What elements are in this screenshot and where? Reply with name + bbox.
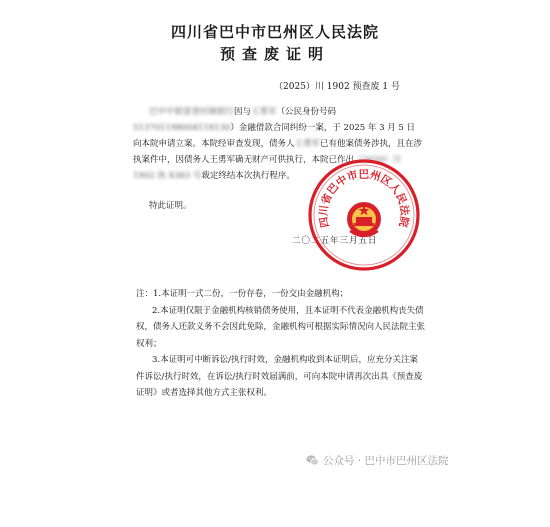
watermark-text: 公众号 · 巴中市巴州区法院 xyxy=(323,455,449,467)
respondent-name-blurred: 王勇军 xyxy=(251,107,277,117)
paragraph-text-1: 因与 xyxy=(234,107,252,117)
court-seal xyxy=(306,157,422,273)
notes-label: 注： xyxy=(136,289,154,299)
case-number-blurred: （2020）川 1902 执 4383 号 xyxy=(133,155,402,181)
notes-section xyxy=(136,286,426,402)
watermark xyxy=(306,453,449,468)
seal-text: 四川省巴中市巴州区人民法院 xyxy=(317,168,411,229)
national-emblem-icon xyxy=(347,202,381,236)
note-item: 2.本证明仅限于金融机构核销债务使用，且本证明不代表金融机构丧失债权，债务人还款义务不会因此免除，金融机构可根据实际情况向人民法院主张权利； xyxy=(136,305,426,349)
paragraph-text-3: ）金融借款合同纠纷一案，于 2025 年 3 月 5 日向本院申请立案。本院经审查发现，债务人 xyxy=(133,123,416,149)
debtor-name-blurred: 王勇军 xyxy=(294,139,321,149)
note-item: 1.本证明一式二份，一份存卷，一份交由金融机构； xyxy=(153,289,349,299)
paragraph-text-5: 裁定终结本次执行程序。 xyxy=(201,171,295,181)
wechat-icon xyxy=(306,454,319,467)
applicant-name-blurred: 巴中中银富登村镇银行 xyxy=(149,107,235,117)
paragraph-text-4: 已有他案债务涉执，且在涉执案件中，因债务人王勇军确无财产可供执行，本院已作出 xyxy=(133,139,423,165)
issue-date: 二〇二五年三月五日 xyxy=(292,236,378,246)
id-number-blurred: 513701198004118130 xyxy=(133,123,231,133)
note-item: 3.本证明可中断诉讼/执行时效，金融机构收到本证明后，应充分关注案件诉讼/执行时效，在诉讼/执行时效届满前，可向本院申请再次出具《预查废证明》或者选择其他方式主张权利。 xyxy=(136,355,423,398)
court-name: 四川省巴中市巴州区人民法院 xyxy=(170,23,379,41)
document-title: 预查废证明 xyxy=(219,45,330,63)
paragraph-text-2: （公民身份号码 xyxy=(276,107,337,117)
case-number: （2025）川 1902 预查废 1 号 xyxy=(274,82,400,92)
closing-statement: 特此证明。 xyxy=(149,201,192,211)
